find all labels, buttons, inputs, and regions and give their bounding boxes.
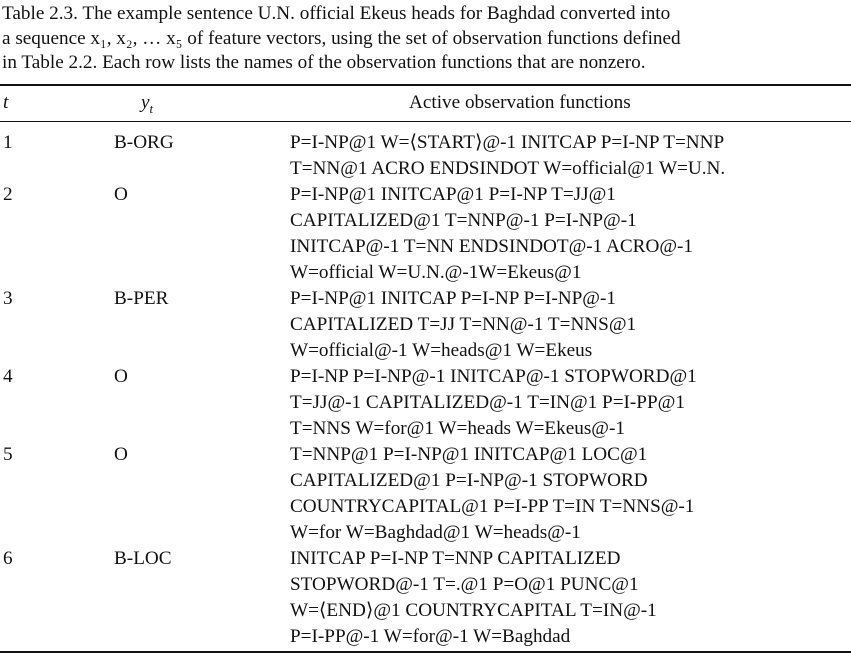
function-line: P=I-NP@1 W=⟨START⟩@-1 INITCAP P=I-NP T=NNP <box>290 132 725 153</box>
function-line: COUNTRYCAPITAL@1 P=I-PP T=IN T=NNS@-1 <box>290 496 695 517</box>
function-line: P=I-NP P=I-NP@-1 INITCAP@-1 STOPWORD@1 <box>290 366 697 387</box>
cell-functions <box>290 364 851 442</box>
cell-label: B-LOC <box>114 548 172 569</box>
cell-functions <box>290 182 851 286</box>
function-line: T=NNS W=for@1 W=heads W=Ekeus@-1 <box>290 418 625 439</box>
header-y <box>141 91 153 121</box>
cell-t: 6 <box>3 548 13 569</box>
cell-label: O <box>114 444 128 465</box>
function-line: CAPITALIZED T=JJ T=NN@-1 T=NNS@1 <box>290 314 637 335</box>
function-line: INITCAP P=I-NP T=NNP CAPITALIZED <box>290 548 621 569</box>
function-line: CAPITALIZED@1 P=I-NP@-1 STOPWORD <box>290 470 648 491</box>
table-caption <box>2 2 848 76</box>
table-body <box>0 130 851 650</box>
table-row <box>0 130 851 182</box>
caption-line-1: Table 2.3. The example sentence U.N. official Ekeus heads for Baghdad converted into <box>2 3 671 24</box>
function-line: T=NNP@1 P=I-NP@1 INITCAP@1 LOC@1 <box>290 444 648 465</box>
function-line: INITCAP@-1 T=NN ENDSINDOT@-1 ACRO@-1 <box>290 236 693 257</box>
table-row <box>0 364 851 442</box>
table-row <box>0 286 851 364</box>
caption-line-3: in Table 2.2. Each row lists the names of the observation functions that are nonzero. <box>2 52 646 73</box>
cell-label: O <box>114 366 128 387</box>
cell-functions <box>290 442 851 546</box>
cell-functions <box>290 286 851 364</box>
function-line: W=official W=U.N.@-1W=Ekeus@1 <box>290 262 582 283</box>
cell-t: 2 <box>3 184 13 205</box>
cell-label: O <box>114 184 128 205</box>
table-top-rule <box>0 84 851 86</box>
cell-functions <box>290 130 851 182</box>
table-row <box>0 546 851 650</box>
table-row <box>0 442 851 546</box>
table-header-rule <box>0 121 851 122</box>
header-t: t <box>3 92 9 113</box>
cell-t: 5 <box>3 444 13 465</box>
header-y-symbol: y <box>141 92 150 113</box>
function-line: W=official@-1 W=heads@1 W=Ekeus <box>290 340 593 361</box>
table-row <box>0 182 851 286</box>
table-bottom-rule <box>0 651 851 653</box>
cell-t: 3 <box>3 288 13 309</box>
function-line: CAPITALIZED@1 T=NNP@-1 P=I-NP@-1 <box>290 210 637 231</box>
cell-t: 4 <box>3 366 13 387</box>
function-line: W=for W=Baghdad@1 W=heads@-1 <box>290 522 581 543</box>
header-active-functions: Active observation functions <box>409 92 631 113</box>
header-y-subscript: t <box>149 100 154 116</box>
function-line: P=I-PP@-1 W=for@-1 W=Baghdad <box>290 626 571 647</box>
function-line: P=I-NP@1 INITCAP@1 P=I-NP T=JJ@1 <box>290 184 616 205</box>
cell-functions <box>290 546 851 650</box>
function-line: T=NN@1 ACRO ENDSINDOT W=official@1 W=U.N. <box>290 158 726 179</box>
function-line: STOPWORD@-1 T=.@1 P=O@1 PUNC@1 <box>290 574 639 595</box>
function-line: T=JJ@-1 CAPITALIZED@-1 T=IN@1 P=I-PP@1 <box>290 392 685 413</box>
function-line: P=I-NP@1 INITCAP P=I-NP P=I-NP@-1 <box>290 288 616 309</box>
cell-t: 1 <box>3 132 13 153</box>
cell-label: B-PER <box>114 288 169 309</box>
function-line: W=⟨END⟩@1 COUNTRYCAPITAL T=IN@-1 <box>290 600 657 621</box>
caption-line-2: a sequence x₁, x₂, … x₅ of feature vectors, using the set of observation functions defined <box>2 27 681 49</box>
cell-label: B-ORG <box>114 132 174 153</box>
